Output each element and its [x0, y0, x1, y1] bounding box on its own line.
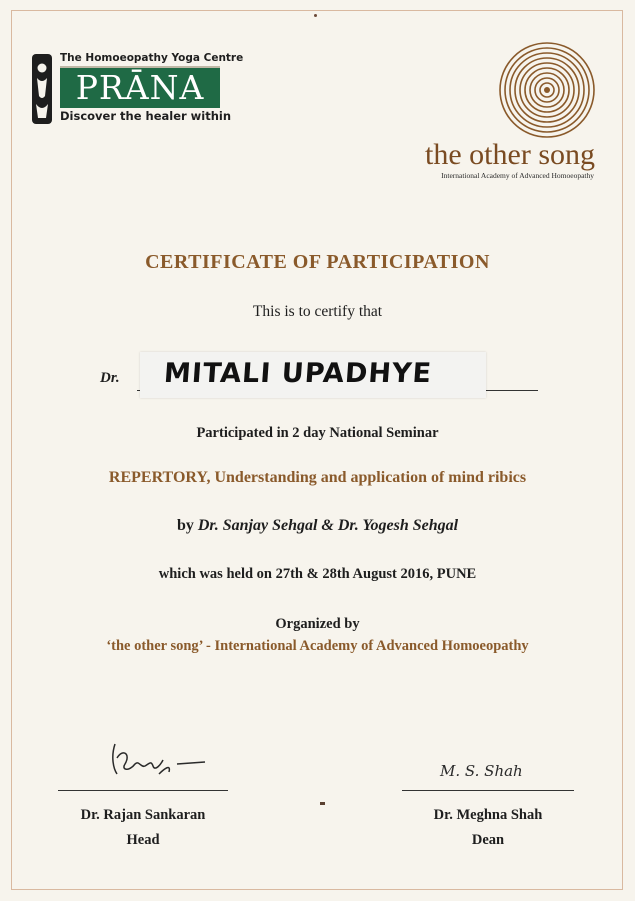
organized-by-label: Organized by	[275, 616, 360, 632]
presenters: Dr. Sanjay Sehgal & Dr. Yogesh Sehgal	[197, 517, 459, 534]
other-song-name: the other song	[425, 138, 595, 171]
by-prefix: by	[176, 517, 194, 534]
signatory-right-role: Dean	[471, 832, 505, 848]
prana-name: PRĀNA	[75, 68, 205, 107]
signatory-right-name: Dr. Meghna Shah	[433, 807, 543, 823]
name-paper-strip	[140, 352, 486, 398]
participated-line: Participated in 2 day National Seminar	[196, 425, 439, 441]
signatory-left-role: Head	[126, 832, 160, 848]
signature-left	[105, 738, 215, 782]
held-line: which was held on 27th & 28th August 2016, PUNE	[158, 566, 477, 582]
top-ornament	[314, 14, 317, 17]
recipient-name: MITALI UPADHYE	[162, 358, 434, 389]
presenters-line	[0, 517, 635, 535]
signatory-left-name: Dr. Rajan Sankaran	[80, 807, 206, 823]
seminar-topic: REPERTORY, Understanding and application of mind ribics	[108, 469, 527, 486]
spiral-logo-icon	[497, 40, 597, 140]
signature-line-left	[58, 790, 228, 791]
signature-line-right	[402, 790, 574, 791]
prana-logo	[30, 50, 244, 128]
signature-right: M. S. Shah	[440, 762, 523, 780]
prana-tagline-bottom: Discover the healer within	[60, 109, 232, 123]
dr-prefix: Dr.	[100, 370, 120, 386]
recipient-row	[100, 350, 540, 400]
certificate-title: CERTIFICATE OF PARTICIPATION	[145, 251, 490, 273]
certify-line: This is to certify that	[252, 303, 383, 320]
center-mark	[320, 802, 325, 805]
prana-name-plate	[60, 66, 220, 108]
figure-icon	[30, 50, 56, 126]
organizer-line: ‘the other song’ - International Academy of Advanced Homoeopathy	[106, 638, 529, 654]
other-song-subtitle: International Academy of Advanced Homoeopathy	[441, 171, 594, 180]
prana-tagline-top: The Homoeopathy Yoga Centre	[60, 52, 244, 64]
